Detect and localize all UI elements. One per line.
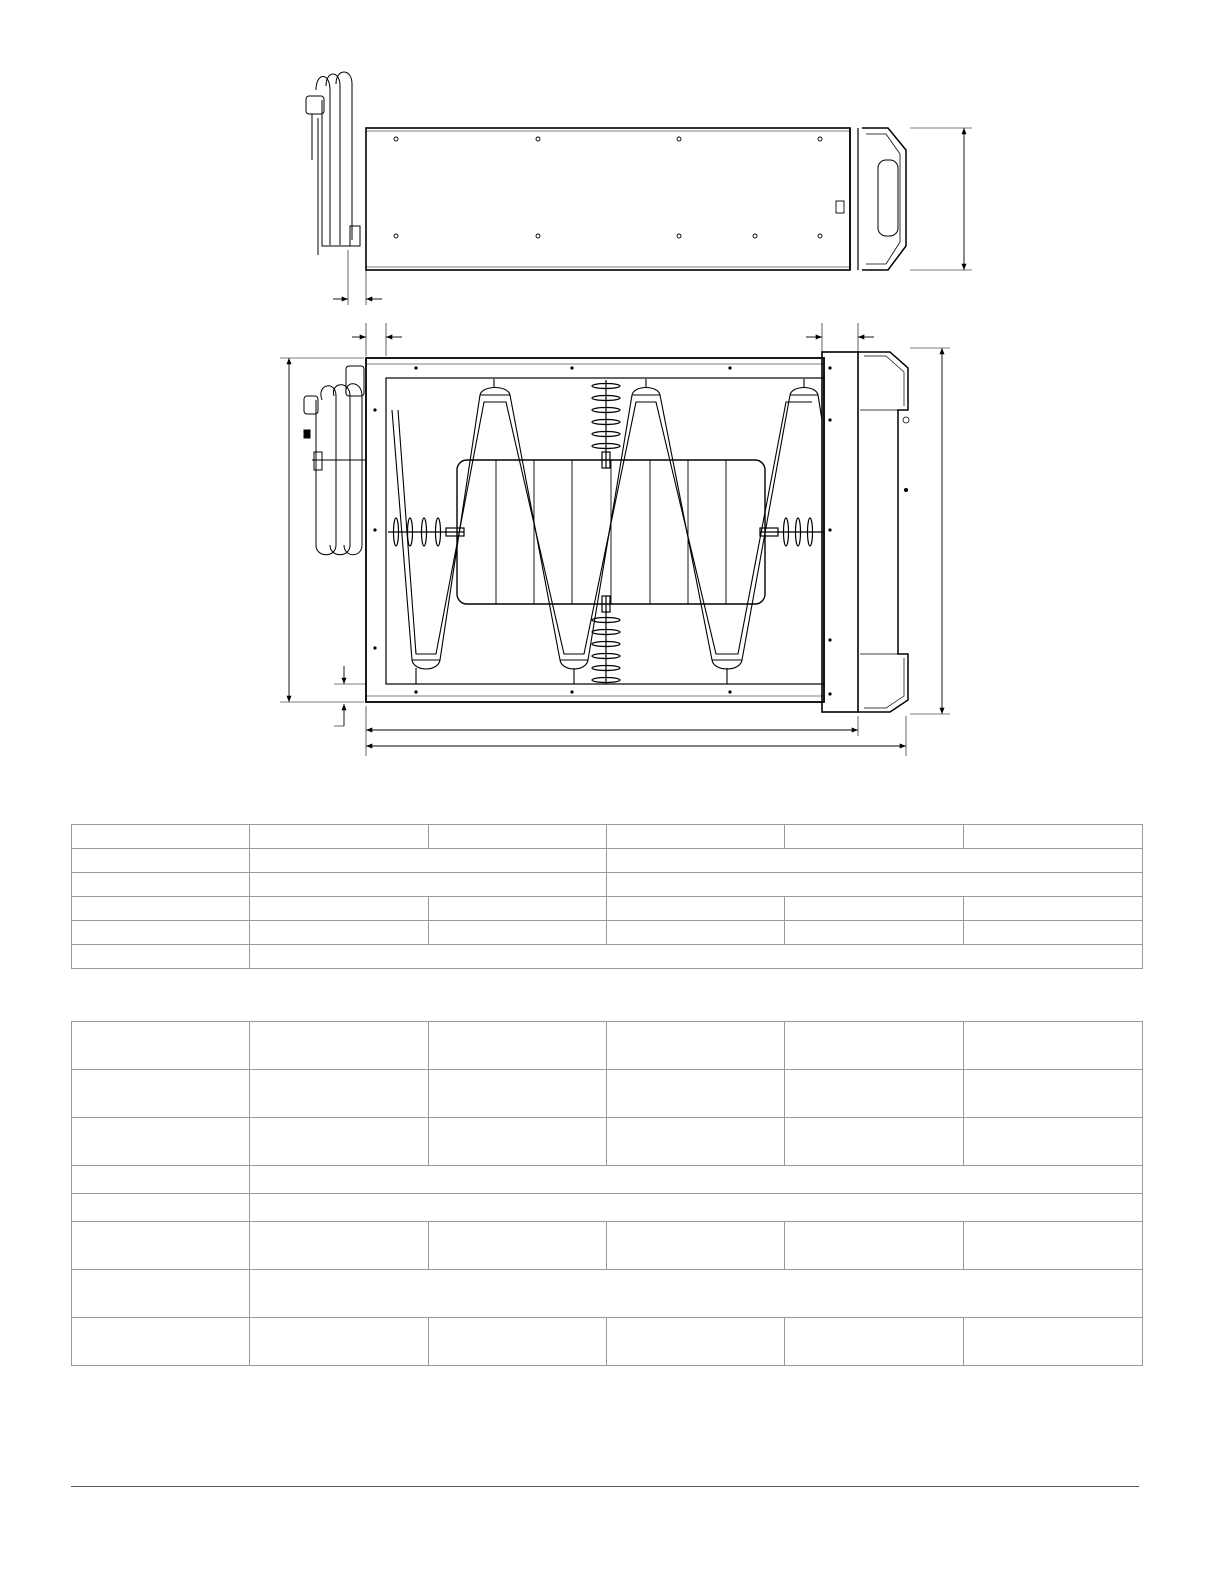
table-cell [607, 897, 785, 921]
table-row [72, 1194, 1143, 1222]
table-cell [250, 1222, 429, 1270]
cable-coil-front [304, 366, 366, 555]
table-row [72, 1022, 1143, 1070]
table-cell [785, 1070, 964, 1118]
table-cell [964, 1222, 1143, 1270]
table-cell [429, 1222, 607, 1270]
table-cell [429, 1022, 607, 1070]
table-cell [72, 1270, 250, 1318]
table-cell [72, 897, 250, 921]
table-cell [72, 1022, 250, 1070]
table-cell [964, 1118, 1143, 1166]
table-cell [250, 1270, 1143, 1318]
table-cell [72, 921, 250, 945]
table-cell [785, 825, 964, 849]
table-cell [250, 1118, 429, 1166]
table-cell [607, 1222, 785, 1270]
table-row [72, 849, 1143, 873]
table-cell [250, 825, 429, 849]
table-cell [607, 825, 785, 849]
table-cell [250, 849, 607, 873]
table-cell [785, 921, 964, 945]
table-cell [250, 1070, 429, 1118]
front-view [280, 323, 950, 756]
table-cell [72, 1194, 250, 1222]
table-cell [607, 921, 785, 945]
table-cell [785, 1222, 964, 1270]
table-row [72, 945, 1143, 969]
table-row [72, 1118, 1143, 1166]
table-cell [250, 1194, 1143, 1222]
table-cell [250, 945, 1143, 969]
table-row [72, 1222, 1143, 1270]
table-row [72, 825, 1143, 849]
table-cell [429, 1318, 607, 1366]
table-row [72, 1318, 1143, 1366]
insulator-right [760, 518, 824, 546]
table-cell [785, 1022, 964, 1070]
table-cell [607, 1318, 785, 1366]
table-cell [250, 873, 607, 897]
table-cell [72, 945, 250, 969]
table-cell [964, 897, 1143, 921]
table-cell [964, 1318, 1143, 1366]
insulator-top [592, 380, 620, 468]
table-row [72, 921, 1143, 945]
table-cell [607, 849, 1143, 873]
table-cell [72, 1318, 250, 1366]
table-cell [250, 1022, 429, 1070]
table-cell [72, 873, 250, 897]
table-cell [250, 1166, 1143, 1194]
table-cell [964, 825, 1143, 849]
table-cell [429, 897, 607, 921]
table-cell [607, 873, 1143, 897]
table-cell [964, 1022, 1143, 1070]
cable-coil [306, 72, 360, 255]
table-row [72, 1166, 1143, 1194]
table-cell [72, 1070, 250, 1118]
table-cell [250, 897, 429, 921]
screw-icon [394, 137, 822, 238]
table-cell [964, 1070, 1143, 1118]
table-cell [72, 825, 250, 849]
table-cell [607, 1070, 785, 1118]
table-cell [72, 1166, 250, 1194]
spec-table-1 [71, 824, 1143, 969]
table-cell [785, 1118, 964, 1166]
insulator-left [388, 518, 464, 546]
table-cell [72, 849, 250, 873]
top-view [306, 72, 972, 305]
table-row [72, 1070, 1143, 1118]
table-cell [429, 921, 607, 945]
table-cell [72, 1222, 250, 1270]
table-cell [785, 1318, 964, 1366]
spec-table-2 [71, 1021, 1143, 1366]
table-cell [964, 921, 1143, 945]
table-cell [250, 1318, 429, 1366]
table-cell [72, 1118, 250, 1166]
table-cell [250, 921, 429, 945]
footer-rule [71, 1486, 1139, 1487]
table-cell [607, 1118, 785, 1166]
table-row [72, 897, 1143, 921]
table-row [72, 1270, 1143, 1318]
table-cell [785, 897, 964, 921]
table-cell [607, 1022, 785, 1070]
table-cell [429, 1118, 607, 1166]
table-row [72, 873, 1143, 897]
table-cell [429, 825, 607, 849]
table-cell [429, 1070, 607, 1118]
